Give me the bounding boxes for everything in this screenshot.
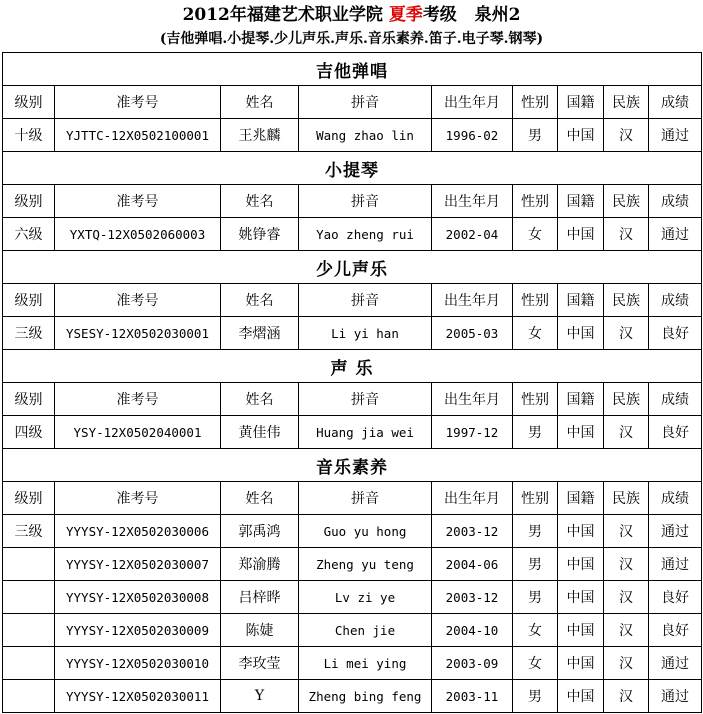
header-level: 级别 xyxy=(3,482,55,515)
exam-id-cell: YYYSY-12X0502030007 xyxy=(55,548,221,581)
gender-cell: 男 xyxy=(513,581,558,614)
header-nationality: 国籍 xyxy=(558,482,604,515)
column-header-row xyxy=(3,284,702,317)
result-cell: 通过 xyxy=(649,515,702,548)
result-cell: 良好 xyxy=(649,317,702,350)
header-ethnicity: 民族 xyxy=(604,284,649,317)
header-level: 级别 xyxy=(3,185,55,218)
name-cell: 陈婕 xyxy=(221,614,299,647)
exam-id-cell: YSY-12X0502040001 xyxy=(55,416,221,449)
header-nationality: 国籍 xyxy=(558,284,604,317)
section-title-row xyxy=(3,350,702,383)
header-name: 姓名 xyxy=(221,284,299,317)
header-nationality: 国籍 xyxy=(558,383,604,416)
level-cell: 六级 xyxy=(3,218,55,251)
header-result: 成绩 xyxy=(649,86,702,119)
header-ethnicity: 民族 xyxy=(604,482,649,515)
header-gender: 性别 xyxy=(513,86,558,119)
header-name: 姓名 xyxy=(221,185,299,218)
header-pinyin: 拼音 xyxy=(299,185,432,218)
ethnicity-cell: 汉 xyxy=(604,416,649,449)
birth-cell: 1997-12 xyxy=(432,416,513,449)
ethnicity-cell: 汉 xyxy=(604,614,649,647)
header-name: 姓名 xyxy=(221,383,299,416)
pinyin-cell: Li yi han xyxy=(299,317,432,350)
gender-cell: 女 xyxy=(513,647,558,680)
exam-id-cell: YYYSY-12X0502030006 xyxy=(55,515,221,548)
header-exam-id: 准考号 xyxy=(55,284,221,317)
column-header-row xyxy=(3,383,702,416)
header-pinyin: 拼音 xyxy=(299,383,432,416)
result-cell: 良好 xyxy=(649,614,702,647)
nationality-cell: 中国 xyxy=(558,416,604,449)
section-title-row xyxy=(3,449,702,482)
nationality-cell: 中国 xyxy=(558,515,604,548)
birth-cell: 2002-04 xyxy=(432,218,513,251)
gender-cell: 女 xyxy=(513,614,558,647)
section-title-row xyxy=(3,53,702,86)
level-cell: 三级 xyxy=(3,515,55,548)
birth-cell: 2003-12 xyxy=(432,581,513,614)
pinyin-cell: Zheng bing feng xyxy=(299,680,432,713)
level-cell xyxy=(3,548,55,581)
birth-cell: 2005-03 xyxy=(432,317,513,350)
exam-id-cell: YJTTC-12X0502100001 xyxy=(55,119,221,152)
gender-cell: 女 xyxy=(513,218,558,251)
ethnicity-cell: 汉 xyxy=(604,218,649,251)
section-title: 少儿声乐 xyxy=(3,251,702,284)
header-birth: 出生年月 xyxy=(432,185,513,218)
section-title: 声 乐 xyxy=(3,350,702,383)
name-cell: 吕梓晔 xyxy=(221,581,299,614)
header-result: 成绩 xyxy=(649,482,702,515)
ethnicity-cell: 汉 xyxy=(604,515,649,548)
section-title: 小提琴 xyxy=(3,152,702,185)
level-cell: 三级 xyxy=(3,317,55,350)
exam-id-cell: YSESY-12X0502030001 xyxy=(55,317,221,350)
result-cell: 通过 xyxy=(649,548,702,581)
level-cell xyxy=(3,581,55,614)
name-cell: 郑渝腾 xyxy=(221,548,299,581)
level-cell xyxy=(3,614,55,647)
header-ethnicity: 民族 xyxy=(604,86,649,119)
header-pinyin: 拼音 xyxy=(299,86,432,119)
column-header-row xyxy=(3,86,702,119)
name-cell: 姚铮睿 xyxy=(221,218,299,251)
level-cell xyxy=(3,680,55,713)
header-pinyin: 拼音 xyxy=(299,284,432,317)
table-row xyxy=(3,416,702,449)
table-row xyxy=(3,218,702,251)
header-level: 级别 xyxy=(3,86,55,119)
page-title xyxy=(0,2,703,28)
pinyin-cell: Wang zhao lin xyxy=(299,119,432,152)
name-cell: Y xyxy=(221,680,299,713)
header-nationality: 国籍 xyxy=(558,86,604,119)
header-result: 成绩 xyxy=(649,284,702,317)
gender-cell: 男 xyxy=(513,119,558,152)
pinyin-cell: Huang jia wei xyxy=(299,416,432,449)
birth-cell: 2003-11 xyxy=(432,680,513,713)
exam-id-cell: YYYSY-12X0502030011 xyxy=(55,680,221,713)
birth-cell: 2003-09 xyxy=(432,647,513,680)
header-result: 成绩 xyxy=(649,185,702,218)
section-title-row xyxy=(3,251,702,284)
pinyin-cell: Zheng yu teng xyxy=(299,548,432,581)
nationality-cell: 中国 xyxy=(558,614,604,647)
header-pinyin: 拼音 xyxy=(299,482,432,515)
header-result: 成绩 xyxy=(649,383,702,416)
header-level: 级别 xyxy=(3,284,55,317)
exam-id-cell: YYYSY-12X0502030010 xyxy=(55,647,221,680)
header-exam-id: 准考号 xyxy=(55,383,221,416)
header-birth: 出生年月 xyxy=(432,383,513,416)
gender-cell: 男 xyxy=(513,680,558,713)
nationality-cell: 中国 xyxy=(558,581,604,614)
nationality-cell: 中国 xyxy=(558,647,604,680)
name-cell: 王兆麟 xyxy=(221,119,299,152)
header-ethnicity: 民族 xyxy=(604,383,649,416)
table-row xyxy=(3,317,702,350)
nationality-cell: 中国 xyxy=(558,548,604,581)
birth-cell: 2004-06 xyxy=(432,548,513,581)
result-cell: 良好 xyxy=(649,581,702,614)
column-header-row xyxy=(3,482,702,515)
header-exam-id: 准考号 xyxy=(55,482,221,515)
gender-cell: 男 xyxy=(513,416,558,449)
ethnicity-cell: 汉 xyxy=(604,647,649,680)
header-gender: 性别 xyxy=(513,383,558,416)
header-birth: 出生年月 xyxy=(432,482,513,515)
ethnicity-cell: 汉 xyxy=(604,548,649,581)
title-prefix: 2012年福建艺术职业学院 xyxy=(182,5,383,25)
page-subtitle: (吉他弹唱.小提琴.少儿声乐.声乐.音乐素养.笛子.电子琴.钢琴) xyxy=(159,31,544,47)
header-gender: 性别 xyxy=(513,284,558,317)
column-header-row xyxy=(3,185,702,218)
table-row xyxy=(3,548,702,581)
name-cell: 李熠涵 xyxy=(221,317,299,350)
nationality-cell: 中国 xyxy=(558,218,604,251)
result-cell: 通过 xyxy=(649,218,702,251)
header-birth: 出生年月 xyxy=(432,86,513,119)
header-name: 姓名 xyxy=(221,86,299,119)
table-row xyxy=(3,119,702,152)
level-cell: 四级 xyxy=(3,416,55,449)
header-gender: 性别 xyxy=(513,185,558,218)
result-cell: 通过 xyxy=(649,119,702,152)
birth-cell: 1996-02 xyxy=(432,119,513,152)
result-cell: 良好 xyxy=(649,416,702,449)
nationality-cell: 中国 xyxy=(558,119,604,152)
header-nationality: 国籍 xyxy=(558,185,604,218)
header-level: 级别 xyxy=(3,383,55,416)
table-row xyxy=(3,614,702,647)
pinyin-cell: Yao zheng rui xyxy=(299,218,432,251)
section-title: 音乐素养 xyxy=(3,449,702,482)
gender-cell: 男 xyxy=(513,548,558,581)
exam-id-cell: YXTQ-12X0502060003 xyxy=(55,218,221,251)
table-row xyxy=(3,581,702,614)
title-location: 泉州2 xyxy=(474,5,521,25)
header-ethnicity: 民族 xyxy=(604,185,649,218)
section-title-row xyxy=(3,152,702,185)
gender-cell: 女 xyxy=(513,317,558,350)
birth-cell: 2003-12 xyxy=(432,515,513,548)
header-birth: 出生年月 xyxy=(432,284,513,317)
pinyin-cell: Lv zi ye xyxy=(299,581,432,614)
nationality-cell: 中国 xyxy=(558,317,604,350)
pinyin-cell: Guo yu hong xyxy=(299,515,432,548)
ethnicity-cell: 汉 xyxy=(604,317,649,350)
table-row xyxy=(3,515,702,548)
level-cell xyxy=(3,647,55,680)
header-gender: 性别 xyxy=(513,482,558,515)
header-exam-id: 准考号 xyxy=(55,185,221,218)
ethnicity-cell: 汉 xyxy=(604,581,649,614)
level-cell: 十级 xyxy=(3,119,55,152)
name-cell: 黄佳伟 xyxy=(221,416,299,449)
table-row xyxy=(3,647,702,680)
ethnicity-cell: 汉 xyxy=(604,680,649,713)
title-season: 夏季 xyxy=(388,5,423,25)
result-cell: 通过 xyxy=(649,647,702,680)
gender-cell: 男 xyxy=(513,515,558,548)
pinyin-cell: Li mei ying xyxy=(299,647,432,680)
pinyin-cell: Chen jie xyxy=(299,614,432,647)
header-exam-id: 准考号 xyxy=(55,86,221,119)
result-cell: 通过 xyxy=(649,680,702,713)
birth-cell: 2004-10 xyxy=(432,614,513,647)
section-title: 吉他弹唱 xyxy=(3,53,702,86)
exam-id-cell: YYYSY-12X0502030008 xyxy=(55,581,221,614)
name-cell: 李玫莹 xyxy=(221,647,299,680)
name-cell: 郭禹鸿 xyxy=(221,515,299,548)
title-suffix: 考级 xyxy=(422,5,457,25)
ethnicity-cell: 汉 xyxy=(604,119,649,152)
exam-id-cell: YYYSY-12X0502030009 xyxy=(55,614,221,647)
header-name: 姓名 xyxy=(221,482,299,515)
results-table xyxy=(2,52,702,713)
table-row xyxy=(3,680,702,713)
nationality-cell: 中国 xyxy=(558,680,604,713)
